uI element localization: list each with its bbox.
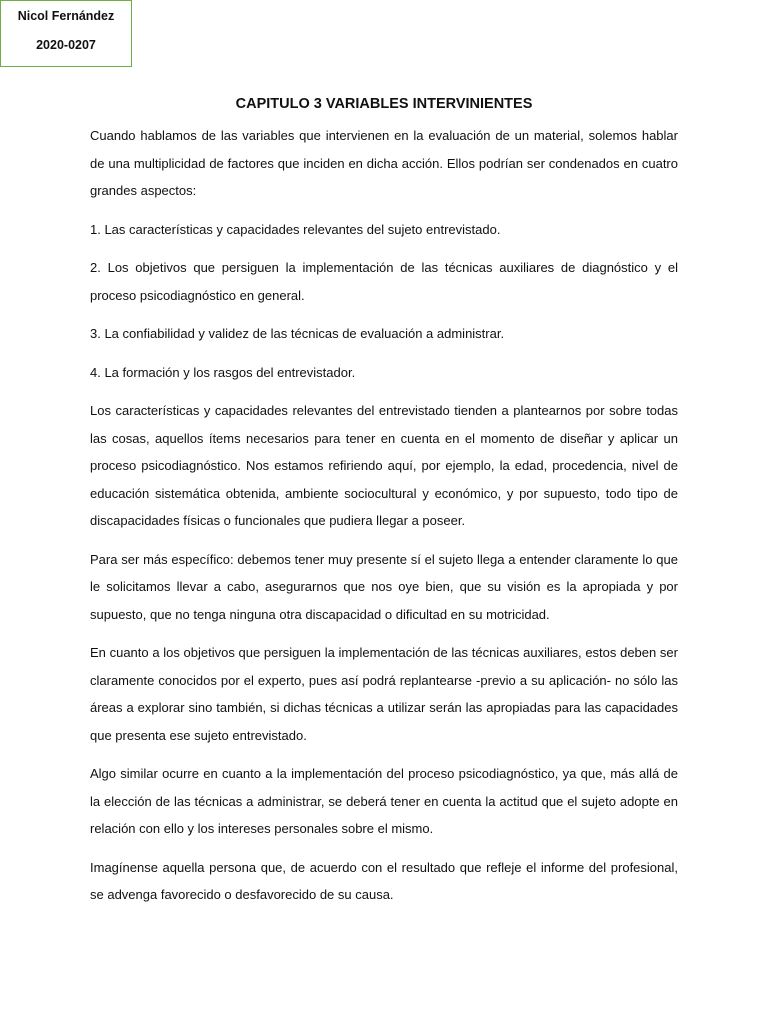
paragraph-objectives: En cuanto a los objetivos que persiguen la implementación de las técnicas auxiliares, estos deben ser claramente conocidos por el experto, pues así podrá replantearse -previo a su aplicación- no sólo las áreas a explorar sino también, si dichas técnicas a utilizar serán las apropiadas para las capacidades que presenta ese sujeto entrevistado. xyxy=(90,645,678,743)
chapter-title: CAPITULO 3 VARIABLES INTERVINIENTES xyxy=(235,96,533,112)
list-item-2: 2. Los objetivos que persiguen la implementación de las técnicas auxiliares de diagnóstico y el proceso psicodiagnóstico en general. xyxy=(90,260,678,303)
list-item-3: 3. La confiabilidad y validez de las técnicas de evaluación a administrar. xyxy=(90,326,505,341)
paragraph-specific: Para ser más específico: debemos tener muy presente sí el sujeto llega a entender claramente lo que le solicitamos llevar a cabo, asegurarnos que nos oye bien, que su visión es la apropiada y por supuesto, que no tenga ninguna otra discapacidad o dificultad en su motricidad. xyxy=(90,551,678,622)
paragraph-imagine: Imagínense aquella persona que, de acuerdo con el resultado que refleje el informe del profesional, se advenga favorecido o desfavorecido de su causa. xyxy=(90,859,678,902)
student-id: 2020-0207 xyxy=(36,38,96,52)
list-item-1: 1. Las características y capacidades relevantes del sujeto entrevistado. xyxy=(90,221,501,237)
paragraph-process: Algo similar ocurre en cuanto a la implementación del proceso psicodiagnóstico, ya que, más allá de la elección de las técnicas a administrar, se deberá tener en cuenta la actitud que el sujeto adopte en relación con ello y los intereses personales sobre el mismo. xyxy=(90,766,678,836)
paragraph-intro: Cuando hablamos de las variables que intervienen en la evaluación de un material, solemos hablar de una multiplicidad de factores que inciden en dicha acción. Ellos podrían ser condenados en cuatro grandes aspectos: xyxy=(90,128,678,198)
document-body xyxy=(90,94,678,920)
paragraph-characteristics: Los características y capacidades relevantes del entrevistado tienden a plantearnos por sobre todas las cosas, aquellos ítems necesarios para tener en cuenta en el momento de diseñar y aplicar un proceso psicodiagnóstico. Nos estamos refiriendo aquí, por ejemplo, la edad, procedencia, nivel de educación sistemática obtenida, ambiente sociocultural y económico, y por supuesto, todo tipo de discapacidades físicas o funcionales que pudiera llegar a poseer. xyxy=(90,403,678,528)
list-item-4: 4. La formación y los rasgos del entrevistador. xyxy=(90,364,356,380)
author-name: Nicol Fernández xyxy=(17,9,115,23)
author-box xyxy=(0,0,132,67)
